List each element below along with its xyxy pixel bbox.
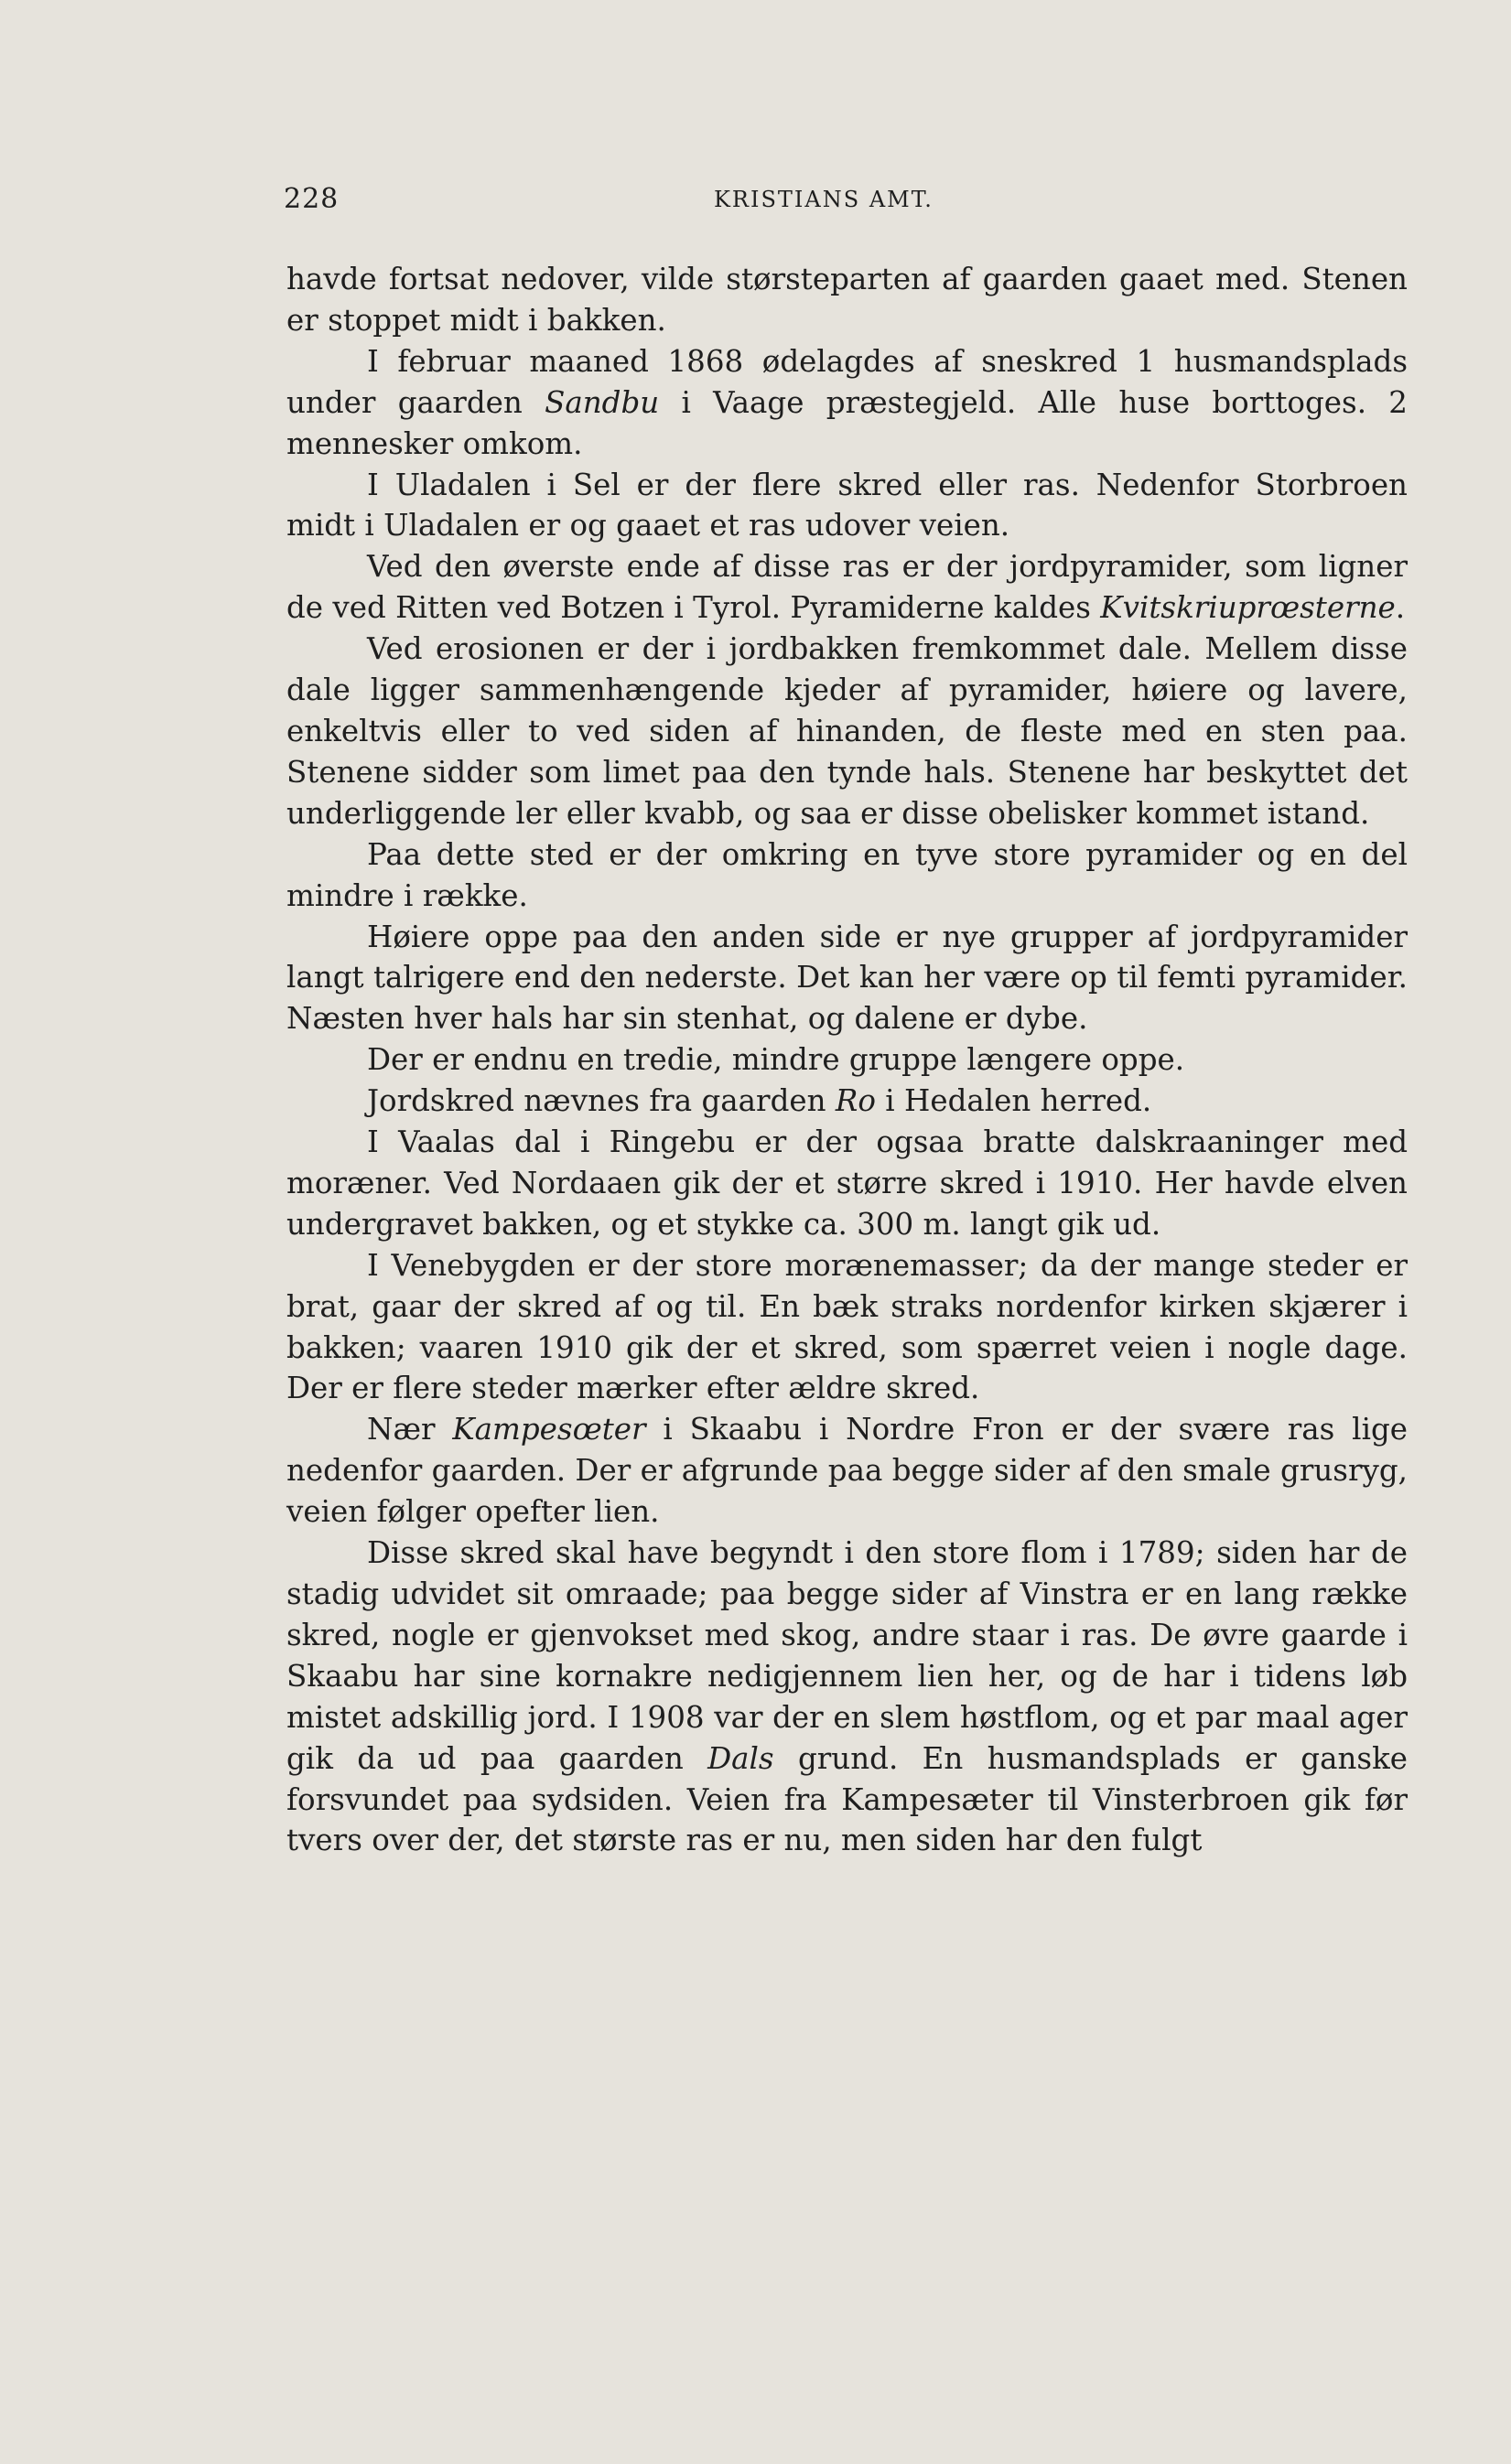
text-run: Nær — [367, 1412, 453, 1447]
paragraph — [286, 629, 1408, 834]
text-run: . — [1395, 590, 1406, 626]
italic-name: Kampesœter — [452, 1412, 646, 1447]
paragraph — [286, 546, 1408, 629]
italic-name: Ro — [835, 1083, 876, 1119]
text-run: i Vaage præstegjeld. Alle huse borttoges. 2 mennesker omkom. — [286, 384, 1408, 461]
text-run: i Skaabu i Nordre Fron er der svære ras lige nedenfor gaarden. Der er afgrunde paa begge sider af den smale grusryg, veien følger opefter lien. — [286, 1412, 1408, 1530]
paragraph — [286, 834, 1408, 917]
paragraph — [286, 917, 1408, 1040]
text-run: I februar maaned 1868 ødelagdes af sneskred 1 husmandsplads under gaarden — [286, 343, 1408, 420]
paragraph — [286, 465, 1408, 547]
italic-name: Kvitskriuprœsterne — [1100, 590, 1396, 626]
paragraph — [286, 341, 1408, 465]
text-run: i Hedalen herred. — [875, 1083, 1152, 1119]
text-run: Der er endnu en tredie, mindre gruppe længere oppe. — [367, 1042, 1185, 1078]
paragraph — [286, 1533, 1408, 1861]
text-run: Ved erosionen er der i jordbakken fremkommet dale. Mellem disse dale ligger sammenhængende kjeder af pyramider, høiere og lavere, enkeltvis eller to ved siden af hinanden, de fleste med en sten paa. Stenene sidder som limet paa den tynde hals. Stenene har beskyttet det underliggende ler eller kvabb, og saa er disse obelisker kommet istand. — [286, 631, 1408, 831]
text-run: Ved den øverste ende af disse ras er der jordpyramider, som ligner de ved Ritten ved Botzen i Tyrol. Pyramiderne kaldes — [286, 549, 1408, 626]
page-number: 228 — [284, 183, 340, 215]
italic-name: Dals — [707, 1740, 774, 1776]
paragraph — [286, 1245, 1408, 1410]
text-run: grund. En husmandsplads er ganske forsvundet paa sydsiden. Veien fra Kampesæter til Vinsterbroen gik før tvers over der, det største ras er nu, men siden har den fulgt — [286, 1740, 1408, 1858]
text-run: Høiere oppe paa den anden side er nye grupper af jordpyramider langt talrigere end den nederste. Det kan her være op til femti pyramider. Næsten hver hals har sin stenhat, og dalene er dybe. — [286, 919, 1408, 1037]
paragraph — [286, 259, 1408, 341]
text-run: Disse skred skal have begyndt i den store flom i 1789; siden har de stadig udvidet sit omraade; paa begge sider af Vinstra er en lang række skred, nogle er gjenvokset med skog, andre staar i ras. De øvre gaarde i Skaabu har sine kornakre nedigjennem lien her, og de har i tidens løb mistet adskillig jord. I 1908 var der en slem høstflom, og et par maal ager gik da ud paa gaarden — [286, 1535, 1408, 1776]
paragraph — [286, 1409, 1408, 1533]
text-run: Jordskred nævnes fra gaarden — [367, 1083, 836, 1119]
italic-name: Sandbu — [545, 384, 660, 420]
text-run: I Uladalen i Sel er der flere skred eller ras. Nedenfor Storbroen midt i Uladalen er og gaaet et ras udover veien. — [286, 467, 1408, 543]
paragraph — [286, 1039, 1408, 1081]
text-run: I Venebygden er der store morænemasser; da der mange steder er brat, gaar der skred af og til. En bæk straks nordenfor kirken skjærer i bakken; vaaren 1910 gik der et skred, som spærret veien i nogle dage. Der er flere steder mærker efter ældre skred. — [286, 1247, 1408, 1406]
page-header — [284, 183, 1409, 220]
text-run: Paa dette sted er der omkring en tyve store pyramider og en del mindre i række. — [286, 836, 1408, 913]
running-head: KRISTIANS AMT. — [714, 187, 934, 212]
paragraph — [286, 1081, 1408, 1122]
paragraph — [286, 1122, 1408, 1245]
body-text — [286, 259, 1408, 1861]
text-run: havde fortsat nedover, vilde størsteparten af gaarden gaaet med. Stenen er stoppet midt i bakken. — [286, 262, 1408, 338]
text-run: I Vaalas dal i Ringebu er der ogsaa bratte dalskraaninger med moræner. Ved Nordaaen gik der et større skred i 1910. Her havde elven undergravet bakken, og et stykke ca. 300 m. langt gik ud. — [286, 1124, 1408, 1242]
